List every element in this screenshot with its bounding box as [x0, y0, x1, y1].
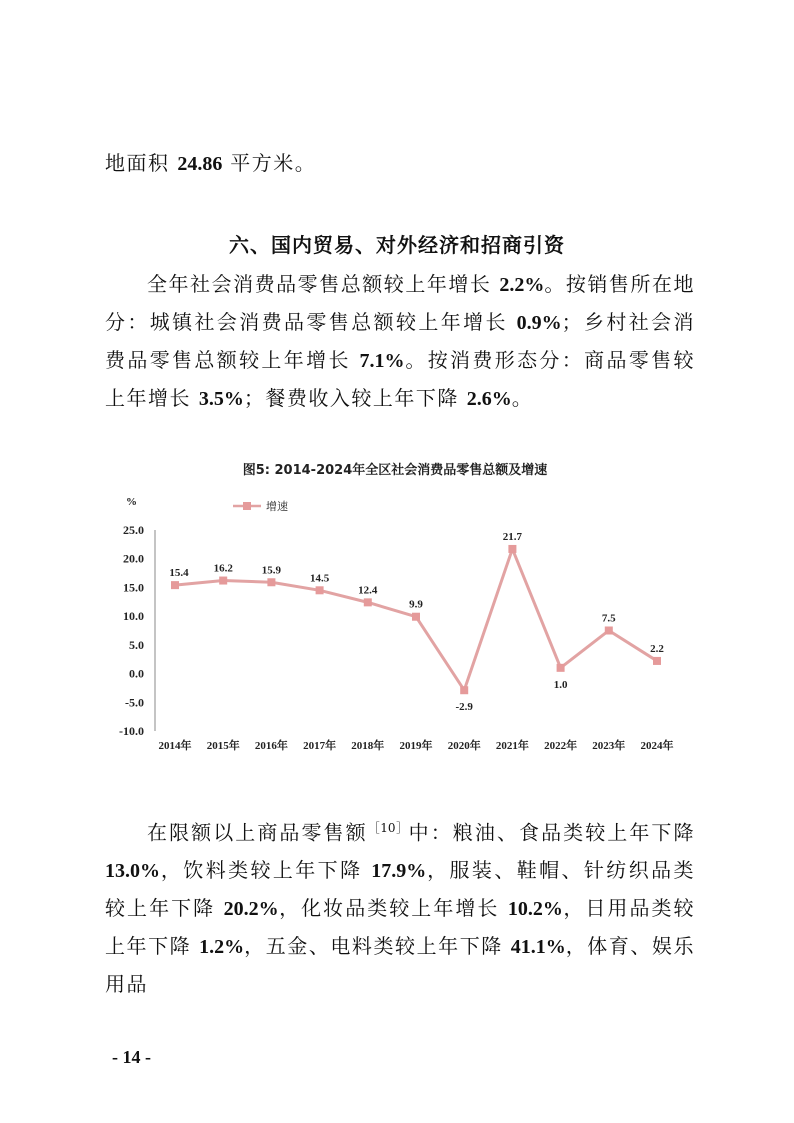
data-point-2015年 [219, 577, 227, 585]
chart-legend [233, 499, 288, 513]
x-tick-label: 2015年 [206, 740, 240, 752]
legend-marker [243, 502, 251, 510]
data-label: 14.5 [309, 572, 330, 585]
x-tick-label: 2017年 [303, 740, 337, 752]
data-label: 1.0 [553, 678, 568, 691]
y-tick-label: 10.0 [123, 609, 144, 624]
bold-figure: 17.9% [371, 859, 427, 882]
paragraph-retail-sales [105, 266, 695, 418]
y-tick-label: -5.0 [125, 695, 144, 710]
bold-figure: 0.9% [516, 312, 562, 334]
y-tick-label: 20.0 [123, 551, 144, 566]
text-run: ；餐费收入较上年下降 [243, 386, 467, 410]
data-point-2014年 [171, 581, 179, 589]
text-run: 。按消费形态分：商品零售较上年增长 [105, 348, 696, 410]
bold-figure: 10.2% [507, 897, 563, 920]
legend-label: 增速 [266, 500, 288, 513]
bold-figure: 41.1% [510, 935, 566, 958]
data-point-2023年 [605, 627, 613, 635]
paragraph-retail-categories [105, 810, 695, 1003]
x-tick-label: 2014年 [158, 740, 192, 752]
text-run: ，化妆品类较上年增长 [278, 895, 508, 920]
y-tick-label: -10.0 [119, 724, 144, 738]
data-point-2018年 [364, 598, 372, 606]
text-run: 全年社会消费品零售总额较上年增长 [147, 272, 500, 296]
x-tick-label: 2016年 [254, 740, 288, 752]
data-label: 2.2 [650, 642, 664, 655]
data-label: -2.9 [455, 701, 473, 714]
y-axis-unit: % [126, 496, 137, 508]
bold-figure: 1.2% [199, 935, 245, 958]
text-run: 。 [511, 386, 534, 410]
y-tick-label: 5.0 [129, 637, 144, 652]
text-run: ，五金、电料类较上年下降 [244, 933, 511, 958]
data-point-2022年 [557, 664, 565, 672]
data-point-2019年 [412, 613, 420, 621]
data-label: 9.9 [409, 598, 423, 611]
retail-growth-chart [100, 455, 690, 765]
x-tick-label: 2023年 [592, 740, 626, 752]
data-label: 16.2 [213, 562, 233, 575]
carryover-line: 地面积 24.86 平方米。 [105, 151, 317, 175]
bold-figure: 7.1% [359, 350, 405, 372]
page-number: - 14 - [112, 1047, 151, 1067]
x-tick-label: 2021年 [495, 740, 529, 752]
bold-figure: 2.2% [499, 274, 545, 296]
data-point-2021年 [508, 545, 516, 553]
text-run: ，服装、鞋帽、针纺织品类较上年下降 [105, 857, 696, 920]
data-label: 15.9 [261, 564, 282, 577]
data-point-2024年 [653, 657, 661, 665]
y-tick-label: 0.0 [129, 666, 144, 681]
bold-figure: 20.2% [223, 897, 279, 920]
text-run: 在限额以上商品零售额 [147, 820, 368, 845]
y-tick-label: 15.0 [123, 580, 144, 595]
footnote-ref: ［10］ [367, 821, 409, 835]
y-tick-label: 25.0 [123, 523, 144, 537]
section-heading: 六、国内贸易、对外经济和招商引资 [229, 233, 565, 257]
data-label: 15.4 [169, 567, 189, 580]
x-tick-label: 2019年 [399, 740, 433, 752]
text-run: ，饮料类较上年下降 [160, 857, 372, 882]
chart-title: 图5: 2014-2024年全区社会消费品零售总额及增速 [242, 463, 548, 478]
text-run: 中：粮油、食品类较上年下降 [408, 820, 695, 845]
data-label: 21.7 [502, 530, 523, 543]
text-run: ；乡村社会消费品零售总额较上年增长 [105, 310, 695, 372]
x-tick-label: 2022年 [544, 740, 578, 752]
text-run: ，日用品类较上年下降 [105, 895, 696, 958]
bold-figure: 2.6% [466, 388, 512, 410]
text-run: ，体育、娱乐用品 [105, 933, 696, 996]
x-tick-label: 2018年 [351, 740, 385, 752]
bold-figure: 13.0% [105, 859, 160, 882]
data-point-2016年 [267, 578, 275, 586]
x-tick-label: 2024年 [640, 740, 674, 752]
text-run: 。按销售所在地分：城镇社会消费品零售总额较上年增长 [105, 272, 695, 334]
data-point-2017年 [316, 586, 324, 594]
data-label: 7.5 [601, 612, 616, 625]
data-point-2020年 [460, 686, 468, 694]
x-tick-label: 2020年 [447, 740, 481, 752]
bold-figure: 3.5% [198, 388, 244, 410]
data-label: 12.4 [358, 584, 378, 597]
